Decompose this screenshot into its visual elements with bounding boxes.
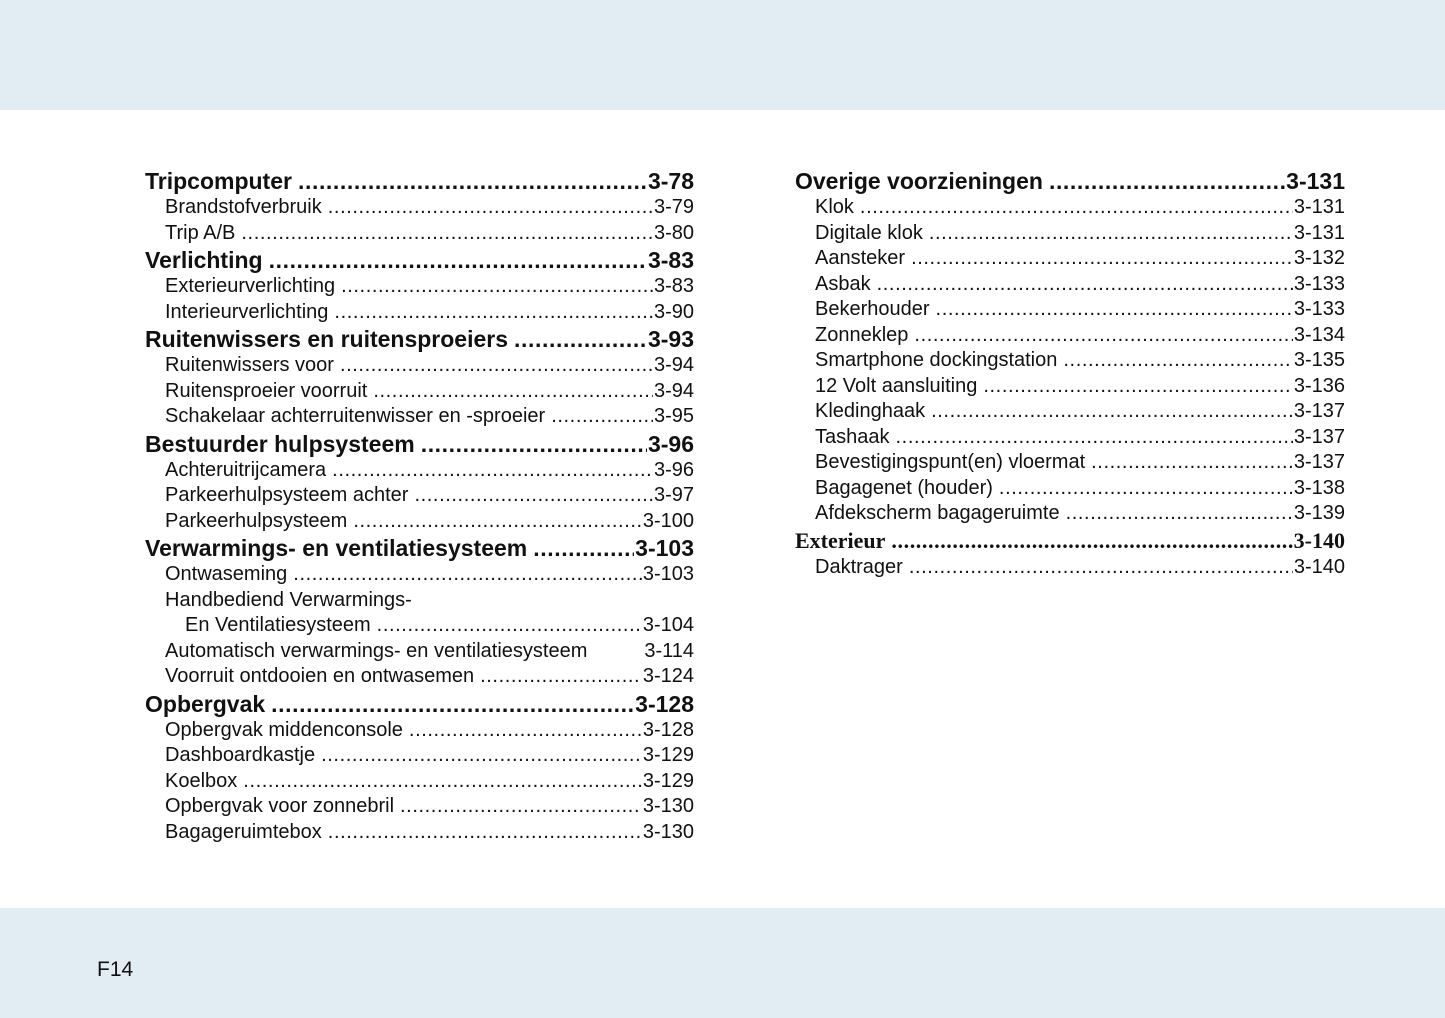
dot-leader bbox=[321, 743, 642, 769]
toc-entry[interactable] bbox=[145, 743, 694, 769]
toc-page-ref: 3-128 bbox=[642, 718, 694, 741]
dot-leader bbox=[400, 794, 642, 820]
dot-leader bbox=[533, 534, 634, 562]
toc-page-ref: 3-129 bbox=[642, 744, 694, 766]
dot-leader bbox=[1049, 167, 1285, 195]
toc-page-ref: 3-131 bbox=[1293, 221, 1345, 244]
dot-leader bbox=[480, 664, 642, 690]
page-number: F14 bbox=[97, 958, 134, 981]
header-band bbox=[0, 0, 1445, 110]
dot-leader bbox=[929, 221, 1293, 247]
toc-entry[interactable] bbox=[795, 195, 1345, 221]
dot-leader bbox=[332, 458, 653, 484]
toc-entry-title: 12 Volt aansluiting bbox=[815, 374, 978, 397]
dot-leader bbox=[931, 399, 1293, 425]
toc-page-ref: 3-90 bbox=[653, 300, 694, 323]
toc-entry[interactable] bbox=[795, 476, 1345, 502]
toc-page-ref: 3-96 bbox=[647, 430, 694, 457]
toc-entry-title: En Ventilatiesysteem bbox=[185, 614, 371, 636]
toc-entry[interactable] bbox=[145, 613, 694, 639]
dot-leader bbox=[409, 718, 642, 744]
toc-entry[interactable] bbox=[145, 458, 694, 484]
toc-section-heading[interactable] bbox=[145, 690, 694, 718]
toc-page-ref: 3-139 bbox=[1293, 502, 1345, 524]
toc-page-ref: 3-78 bbox=[647, 168, 694, 194]
toc-entry-title: Overige voorzieningen bbox=[795, 168, 1043, 194]
toc-entry-title: Ontwaseming bbox=[165, 563, 288, 585]
dot-leader bbox=[414, 483, 653, 509]
dot-leader bbox=[298, 167, 647, 195]
toc-page-ref: 3-129 bbox=[642, 769, 694, 792]
dot-leader bbox=[243, 769, 642, 795]
toc-right-column bbox=[795, 167, 1345, 580]
toc-left-column bbox=[145, 167, 694, 845]
toc-page-ref: 3-140 bbox=[1293, 555, 1345, 578]
toc-page-ref: 3-138 bbox=[1293, 476, 1345, 499]
dot-leader bbox=[1091, 450, 1293, 476]
toc-entry-title: Kledinghaak bbox=[815, 400, 926, 422]
toc-section-heading[interactable] bbox=[145, 167, 694, 195]
toc-page-ref: 3-132 bbox=[1293, 247, 1345, 269]
dot-leader bbox=[340, 353, 653, 379]
dot-leader bbox=[891, 527, 1292, 555]
toc-section-heading[interactable] bbox=[145, 246, 694, 274]
toc-page-ref: 3-94 bbox=[653, 354, 694, 376]
toc-page-ref: 3-93 bbox=[647, 326, 694, 352]
toc-entry[interactable] bbox=[795, 399, 1345, 425]
toc-entry-title: Tashaak bbox=[815, 425, 890, 448]
toc-entry[interactable] bbox=[145, 769, 694, 795]
toc-entry[interactable] bbox=[145, 794, 694, 820]
toc-page-ref: 3-135 bbox=[1293, 349, 1345, 371]
toc-page-ref: 3-140 bbox=[1293, 527, 1345, 553]
toc-entry[interactable] bbox=[145, 404, 694, 430]
toc-entry-title: Bevestigingspunt(en) vloermat bbox=[815, 451, 1086, 473]
toc-page-ref: 3-130 bbox=[642, 820, 694, 843]
toc-entry[interactable] bbox=[795, 425, 1345, 451]
dot-leader bbox=[914, 323, 1292, 349]
toc-entry-title: Achteruitrijcamera bbox=[165, 458, 327, 481]
dot-leader bbox=[293, 562, 642, 588]
toc-entry-title: Zonneklep bbox=[815, 323, 909, 346]
toc-entry-title: Ruitenwissers voor bbox=[165, 354, 334, 376]
toc-page-ref: 3-133 bbox=[1293, 272, 1345, 295]
toc-entry[interactable] bbox=[795, 450, 1345, 476]
toc-entry-title: Brandstofverbruik bbox=[165, 196, 322, 218]
toc-entry-title: Exterieur bbox=[795, 527, 886, 553]
toc-entry-title: Koelbox bbox=[165, 769, 238, 792]
toc-entry-title: Parkeerhulpsysteem achter bbox=[165, 484, 409, 506]
toc-section-heading[interactable] bbox=[795, 527, 1345, 555]
toc-entry-title: Tripcomputer bbox=[145, 168, 292, 194]
dot-leader bbox=[936, 297, 1293, 323]
toc-section-heading[interactable] bbox=[145, 325, 694, 353]
toc-entry[interactable] bbox=[795, 272, 1345, 298]
toc-entry[interactable] bbox=[145, 509, 694, 535]
toc-page-ref: 3-103 bbox=[635, 535, 694, 561]
toc-page-ref: 3-95 bbox=[653, 405, 694, 427]
dot-leader bbox=[860, 195, 1293, 221]
toc-page-ref: 3-96 bbox=[653, 458, 694, 481]
toc-entry-title: Handbediend Verwarmings- bbox=[165, 588, 412, 611]
dot-leader bbox=[877, 272, 1293, 298]
toc-entry[interactable] bbox=[795, 501, 1345, 527]
dot-leader bbox=[1063, 348, 1292, 374]
toc-page-ref: 3-137 bbox=[1293, 425, 1345, 448]
dot-leader bbox=[514, 325, 647, 353]
toc-entry-title: Ruitenwissers en ruitensproeiers bbox=[145, 326, 509, 352]
toc-entry[interactable] bbox=[795, 323, 1345, 349]
toc-page-ref: 3-124 bbox=[642, 665, 694, 687]
toc-entry-title: Dashboardkastje bbox=[165, 744, 316, 766]
toc-entry[interactable] bbox=[795, 374, 1345, 400]
toc-entry-title: Bestuurder hulpsysteem bbox=[145, 430, 415, 457]
toc-entry[interactable] bbox=[145, 562, 694, 588]
toc-entry-title: Bagagenet (houder) bbox=[815, 476, 993, 499]
toc-entry[interactable] bbox=[145, 274, 694, 300]
toc-entry-title: Opbergvak bbox=[145, 690, 266, 717]
dot-leader bbox=[328, 820, 642, 846]
toc-entry-title: Afdekscherm bagageruimte bbox=[815, 502, 1060, 524]
toc-section-heading[interactable] bbox=[145, 430, 694, 458]
toc-entry-title: Parkeerhulpsysteem bbox=[165, 509, 348, 532]
toc-page-ref: 3-128 bbox=[635, 690, 694, 717]
dot-leader bbox=[334, 300, 653, 326]
toc-entry[interactable] bbox=[145, 379, 694, 405]
toc-entry-title: Opbergvak middenconsole bbox=[165, 718, 403, 741]
toc-entry-title: Exterieurverlichting bbox=[165, 275, 336, 297]
toc-entry[interactable] bbox=[795, 297, 1345, 323]
toc-page-ref: 3-131 bbox=[1293, 196, 1345, 218]
toc-entry-title: Schakelaar achterruitenwisser en -sproeier bbox=[165, 405, 546, 427]
toc-entry-title: Verlichting bbox=[145, 247, 263, 273]
toc-entry-title: Bekerhouder bbox=[815, 298, 930, 320]
toc-page-ref: 3-114 bbox=[644, 639, 694, 662]
toc-entry-title: Opbergvak voor zonnebril bbox=[165, 795, 395, 817]
toc-page-ref: 3-79 bbox=[653, 196, 694, 218]
dot-leader bbox=[896, 425, 1293, 451]
toc-entry-title: Smartphone dockingstation bbox=[815, 349, 1058, 371]
toc-section-heading[interactable] bbox=[795, 167, 1345, 195]
toc-page-ref: 3-100 bbox=[642, 509, 694, 532]
dot-leader bbox=[341, 274, 653, 300]
toc-entry-title: Asbak bbox=[815, 272, 871, 295]
toc-page-ref: 3-136 bbox=[1293, 374, 1345, 397]
toc-page-ref: 3-83 bbox=[647, 247, 694, 273]
toc-page-ref: 3-137 bbox=[1293, 400, 1345, 422]
toc-page-ref: 3-103 bbox=[642, 563, 694, 585]
toc-entry[interactable] bbox=[145, 820, 694, 846]
dot-leader bbox=[911, 246, 1293, 272]
dot-leader bbox=[983, 374, 1293, 400]
dot-leader bbox=[551, 404, 653, 430]
toc-page-ref: 3-104 bbox=[642, 614, 694, 636]
toc-entry[interactable] bbox=[145, 639, 694, 665]
toc-entry[interactable] bbox=[145, 300, 694, 326]
toc-entry[interactable] bbox=[145, 483, 694, 509]
toc-entry-title: Aansteker bbox=[815, 247, 906, 269]
toc-entry-title: Automatisch verwarmings- en ventilatiesysteem bbox=[165, 639, 588, 662]
dot-leader bbox=[999, 476, 1293, 502]
footer-band bbox=[0, 908, 1445, 1018]
toc-entry[interactable] bbox=[145, 353, 694, 379]
toc-entry[interactable] bbox=[145, 221, 694, 247]
toc-entry[interactable] bbox=[795, 246, 1345, 272]
dot-leader bbox=[1066, 501, 1293, 527]
toc-page-ref: 3-133 bbox=[1293, 298, 1345, 320]
dot-leader bbox=[377, 613, 642, 639]
toc-entry-title: Verwarmings- en ventilatiesysteem bbox=[145, 535, 528, 561]
toc-entry-title: Trip A/B bbox=[165, 221, 236, 244]
toc-entry[interactable] bbox=[795, 555, 1345, 581]
toc-entry-title: Bagageruimtebox bbox=[165, 820, 322, 843]
dot-leader bbox=[328, 195, 653, 221]
toc-entry[interactable] bbox=[145, 718, 694, 744]
dot-leader bbox=[269, 246, 647, 274]
toc-entry-title: Voorruit ontdooien en ontwasemen bbox=[165, 665, 475, 687]
toc-entry-title: Interieurverlichting bbox=[165, 300, 329, 323]
toc-page-ref: 3-83 bbox=[653, 275, 694, 297]
toc-page-ref: 3-130 bbox=[642, 795, 694, 817]
toc-page-ref: 3-134 bbox=[1293, 323, 1345, 346]
toc-entry-title: Ruitensproeier voorruit bbox=[165, 379, 368, 402]
dot-leader bbox=[241, 221, 653, 247]
toc-entry[interactable] bbox=[795, 221, 1345, 247]
toc-entry-title: Klok bbox=[815, 196, 854, 218]
toc-entry[interactable] bbox=[795, 348, 1345, 374]
toc-page-ref: 3-137 bbox=[1293, 451, 1345, 473]
toc-entry[interactable] bbox=[145, 195, 694, 221]
toc-entry-title: Daktrager bbox=[815, 555, 903, 578]
toc-entry-title: Digitale klok bbox=[815, 221, 923, 244]
toc-page-ref: 3-131 bbox=[1286, 168, 1345, 194]
dot-leader bbox=[373, 379, 653, 405]
toc-entry[interactable] bbox=[145, 664, 694, 690]
toc-page-ref: 3-80 bbox=[653, 221, 694, 244]
toc-section-heading[interactable] bbox=[145, 534, 694, 562]
dot-leader bbox=[909, 555, 1293, 581]
toc-page-ref: 3-97 bbox=[653, 484, 694, 506]
dot-leader bbox=[421, 430, 647, 458]
toc-page-ref: 3-94 bbox=[653, 379, 694, 402]
dot-leader bbox=[353, 509, 642, 535]
toc-entry[interactable] bbox=[145, 588, 694, 614]
dot-leader bbox=[271, 690, 634, 718]
